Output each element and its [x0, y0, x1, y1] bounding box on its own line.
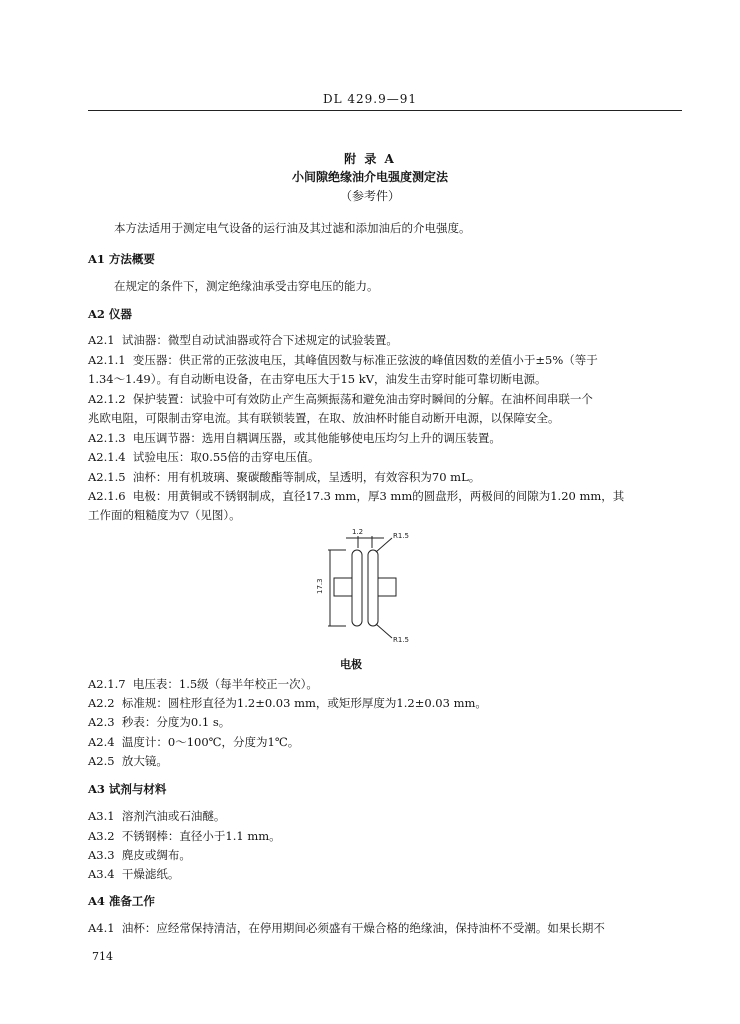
item-text: 溶剂汽油或石油醚。: [121, 809, 226, 823]
item-number: A2.1: [88, 333, 115, 347]
item-text: 保护装置：试验中可有效防止产生高频振荡和避免油击穿时瞬间的分解。在油杯间串联一个: [132, 392, 593, 406]
electrode-figure: [316, 528, 416, 648]
list-item: [88, 332, 398, 348]
radius-bottom-label: R1.5: [393, 636, 409, 644]
item-continuation: 工作面的粗糙度为▽（见图）。: [88, 508, 241, 522]
list-item: [88, 753, 168, 769]
item-number: A2.1.6: [88, 489, 126, 503]
item-number: A3.3: [88, 848, 115, 862]
list-item: [88, 430, 501, 446]
list-item: [88, 808, 225, 824]
item-text: 标准规：圆柱形直径为1.2±0.03 mm，或矩形厚度为1.2±0.03 mm。: [121, 696, 487, 710]
item-text: 不锈钢棒：直径小于1.1 mm。: [121, 829, 281, 843]
list-item: [88, 488, 624, 504]
figure-caption: 电极: [340, 658, 362, 671]
item-text: 电压调节器：选用自耦调压器，或其他能够使电压均匀上升的调压装置。: [132, 431, 501, 445]
item-text: 秒表：分度为0.1 s。: [121, 715, 231, 729]
item-text: 试油器：微型自动试油器或符合下述规定的试验装置。: [121, 333, 398, 347]
list-item: [88, 352, 598, 368]
leader-line: [376, 624, 392, 638]
list-item: [88, 449, 320, 465]
item-number: A4.1: [88, 921, 115, 935]
electrode-disc-left: [352, 550, 362, 626]
radius-top-label: R1.5: [393, 532, 409, 540]
header-rule: [88, 110, 682, 111]
page-number: 714: [92, 950, 113, 963]
doc-header: DL 429.9—91: [322, 92, 418, 106]
item-text: 油杯：用有机玻璃、聚碳酸酯等制成，呈透明，有效容积为70 mL。: [132, 470, 481, 484]
list-item: [88, 828, 281, 844]
list-item: [88, 866, 179, 882]
item-text: 干燥滤纸。: [121, 867, 180, 881]
item-number: A2.1.1: [88, 353, 126, 367]
item-text: 电极：用黄铜或不锈钢制成，直径17.3 mm，厚3 mm的圆盘形，两极间的间隙为1.20 mm，其: [132, 489, 625, 503]
dim-diameter-label: 17.3: [316, 578, 324, 594]
item-text: 放大镜。: [121, 754, 168, 768]
intro-paragraph: 本方法适用于测定电气设备的运行油及其过滤和添加油后的介电强度。: [114, 221, 471, 235]
item-number: A2.1.7: [88, 677, 126, 691]
item-continuation: 兆欧电阻，可限制击穿电流。其有联锁装置，在取、放油杯时能自动断开电源，以保障安全。: [88, 411, 560, 425]
item-text: 变压器：供正常的正弦波电压，其峰值因数与标准正弦波的峰值因数的差值小于±5%（等于: [132, 353, 598, 367]
item-number: A2.1.3: [88, 431, 126, 445]
list-item: [88, 469, 480, 485]
electrode-stem-left: [334, 578, 352, 596]
item-number: A2.5: [88, 754, 115, 768]
item-number: A2.1.2: [88, 392, 126, 406]
appendix-label: 附 录 A: [344, 152, 396, 166]
item-text: 试验电压：取0.55倍的击穿电压值。: [132, 450, 320, 464]
item-continuation: 1.34～1.49）。有自动断电设备，在击穿电压大于15 kV，油发生击穿时能可靠切断电源。: [88, 372, 547, 386]
item-text: 电压表：1.5级（每半年校正一次）。: [132, 677, 318, 691]
item-number: A3.1: [88, 809, 115, 823]
list-item: [88, 391, 593, 407]
item-number: A2.1.5: [88, 470, 126, 484]
section-body-a1: 在规定的条件下，测定绝缘油承受击穿电压的能力。: [114, 279, 379, 293]
item-number: A2.1.4: [88, 450, 126, 464]
list-item: [88, 714, 230, 730]
item-text: 麂皮或绸布。: [121, 848, 191, 862]
list-item: [88, 676, 318, 692]
section-heading-a4: A4 准备工作: [88, 894, 155, 908]
item-number: A3.4: [88, 867, 115, 881]
section-heading-a1: A1 方法概要: [88, 252, 155, 266]
dim-gap-label: 1.2: [352, 528, 364, 536]
item-number: A3.2: [88, 829, 115, 843]
item-number: A2.2: [88, 696, 115, 710]
electrode-stem-right: [378, 578, 396, 596]
item-text: 油杯：应经常保持清洁，在停用期间必须盛有干燥合格的绝缘油，保持油杯不受潮。如果长期不: [121, 921, 605, 935]
section-heading-a3: A3 试剂与材料: [88, 782, 167, 796]
list-item: [88, 847, 191, 863]
appendix-note: （参考件）: [339, 189, 400, 203]
item-number: A2.3: [88, 715, 115, 729]
list-item: [88, 920, 605, 936]
section-heading-a2: A2 仪器: [88, 307, 132, 321]
appendix-title: 小间隙绝缘油介电强度测定法: [291, 170, 448, 184]
item-number: A2.4: [88, 735, 115, 749]
item-text: 温度计：0～100℃，分度为1℃。: [121, 735, 300, 749]
electrode-disc-right: [368, 550, 378, 626]
list-item: [88, 695, 487, 711]
list-item: [88, 734, 299, 750]
leader-line: [376, 538, 392, 552]
